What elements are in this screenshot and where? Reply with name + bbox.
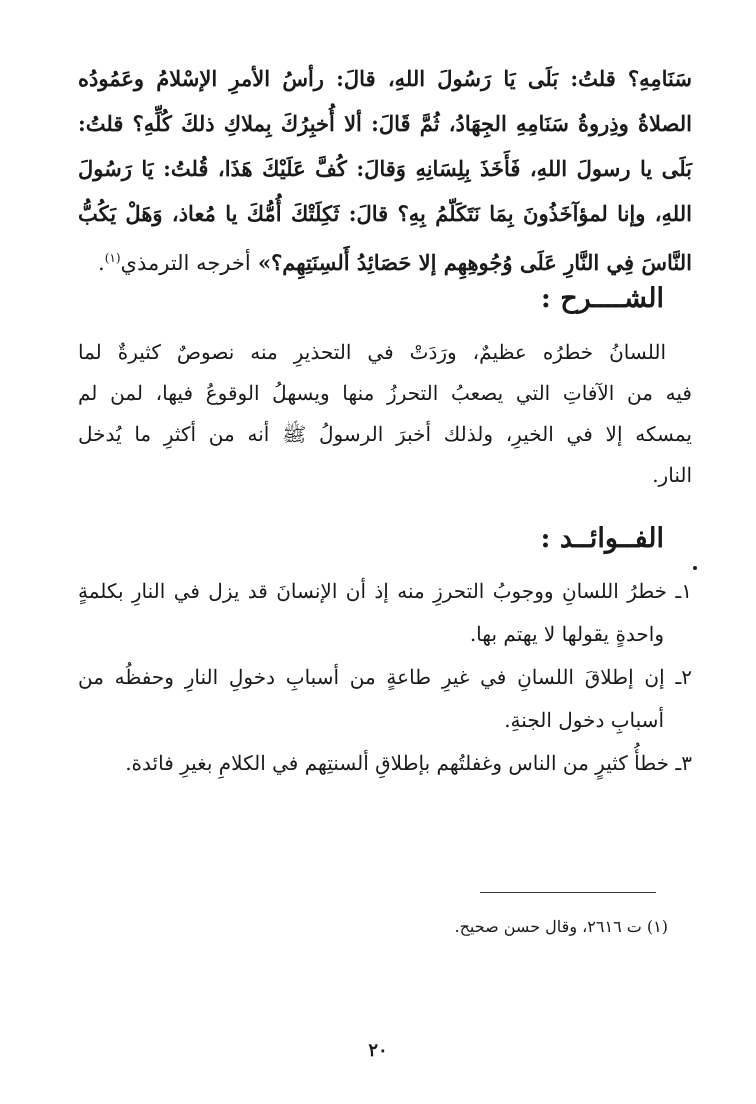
- explanation-paragraph: [78, 332, 692, 496]
- hadith-end-mark: .: [98, 251, 105, 275]
- benefit-line: [78, 742, 692, 785]
- benefit-line: واحدةٍ يقولها لا يهتم بها.: [469, 622, 664, 646]
- benefit-item: [78, 570, 692, 656]
- benefit-text: خطرُ اللسانِ ووجوبُ التحرزِ منه إذ أن الإنسانَ قد يزل في النارِ بكلمةٍ: [78, 579, 668, 603]
- explanation-line: اللسانُ خطرُه عظيمٌ، ورَدَتْ في التحذيرِ منه نصوصٌ كثيرةٌ لما: [78, 340, 666, 364]
- benefit-item: [78, 742, 692, 785]
- margin-dot: [693, 566, 697, 570]
- benefit-text: خطأُ كثيرٍ من الناس وغفلتُهم بإطلاقِ ألسنتِهم في الكلامِ بغيرِ فائدة.: [125, 751, 670, 775]
- hadith-line: سَنَامِهِ؟ قلتُ: بَلَى يَا رَسُولَ اللهِ، قالَ: رأسُ الأمرِ الإسْلامُ وعَمُودُه: [78, 66, 692, 91]
- benefit-line: [78, 656, 692, 699]
- footnote-divider: [480, 892, 656, 893]
- benefit-line: أسبابِ دخول الجنةِ.: [504, 708, 664, 732]
- benefits-heading: الفــوائــد :: [540, 523, 664, 554]
- benefits-list: [78, 570, 692, 785]
- explanation-heading: الشــــرح :: [540, 283, 664, 314]
- hadith-line: الصلاةُ وذِروةُ سَنَامِهِ الجِهَادُ، ثُمَّ قَالَ: ألا أُخبِرُكَ بِملاكِ ذلكَ كُلِّهِ؟ قلتُ:: [78, 111, 692, 136]
- benefit-item: [78, 656, 692, 742]
- hadith-line: اللهِ، وإنا لمؤآخَذُونَ بِمَا نَتَكَلّمُ بِهِ؟ قالَ: ثَكِلَتْكَ أُمُّكَ يا مُعاذ، وَهَلْ يَكُبُّ: [78, 201, 692, 226]
- hadith-line: بَلَى يا رسولَ اللهِ، فَأَخَذَ بِلِسَانِهِ وَقالَ: كُفَّ عَلَيْكَ هَذَا، قُلتُ: يَا رَسُولَ: [78, 156, 692, 181]
- hadith-line: النَّاسَ فِي النَّارِ عَلَى وُجُوهِهِم إلا حَصَائِدُ أَلسِنَتِهِم؟»: [258, 250, 692, 275]
- explanation-line: فيه من الآفاتِ التي يصعبُ التحرزُ منها ويسهلُ الوقوعُ فيها، لمن لم: [78, 381, 692, 405]
- benefit-number: ١ـ: [675, 579, 692, 603]
- hadith-attribution: أخرجه الترمذي: [120, 251, 251, 275]
- explanation-line: النار.: [652, 463, 692, 487]
- page-number: ٢٠: [368, 1040, 388, 1061]
- benefit-number: ٢ـ: [675, 665, 692, 689]
- footnote: (١) ت ٢٦١٦، وقال حسن صحيح.: [454, 917, 668, 936]
- footnote-reference: (١): [104, 251, 121, 265]
- benefit-number: ٣ـ: [675, 751, 692, 775]
- hadith-line-last: [78, 236, 692, 286]
- explanation-line: يمسكه إلا في الخيرِ، ولذلك أخبرَ الرسولُ ﷺ أنه من أكثرِ ما يُدخل: [78, 422, 692, 446]
- benefit-line: [78, 570, 692, 613]
- benefit-text: إن إطلاقَ اللسانِ في غيرِ طاعةٍ من أسبابِ دخولِ النارِ وحفظُه من: [78, 665, 665, 689]
- hadith-text: [78, 56, 692, 286]
